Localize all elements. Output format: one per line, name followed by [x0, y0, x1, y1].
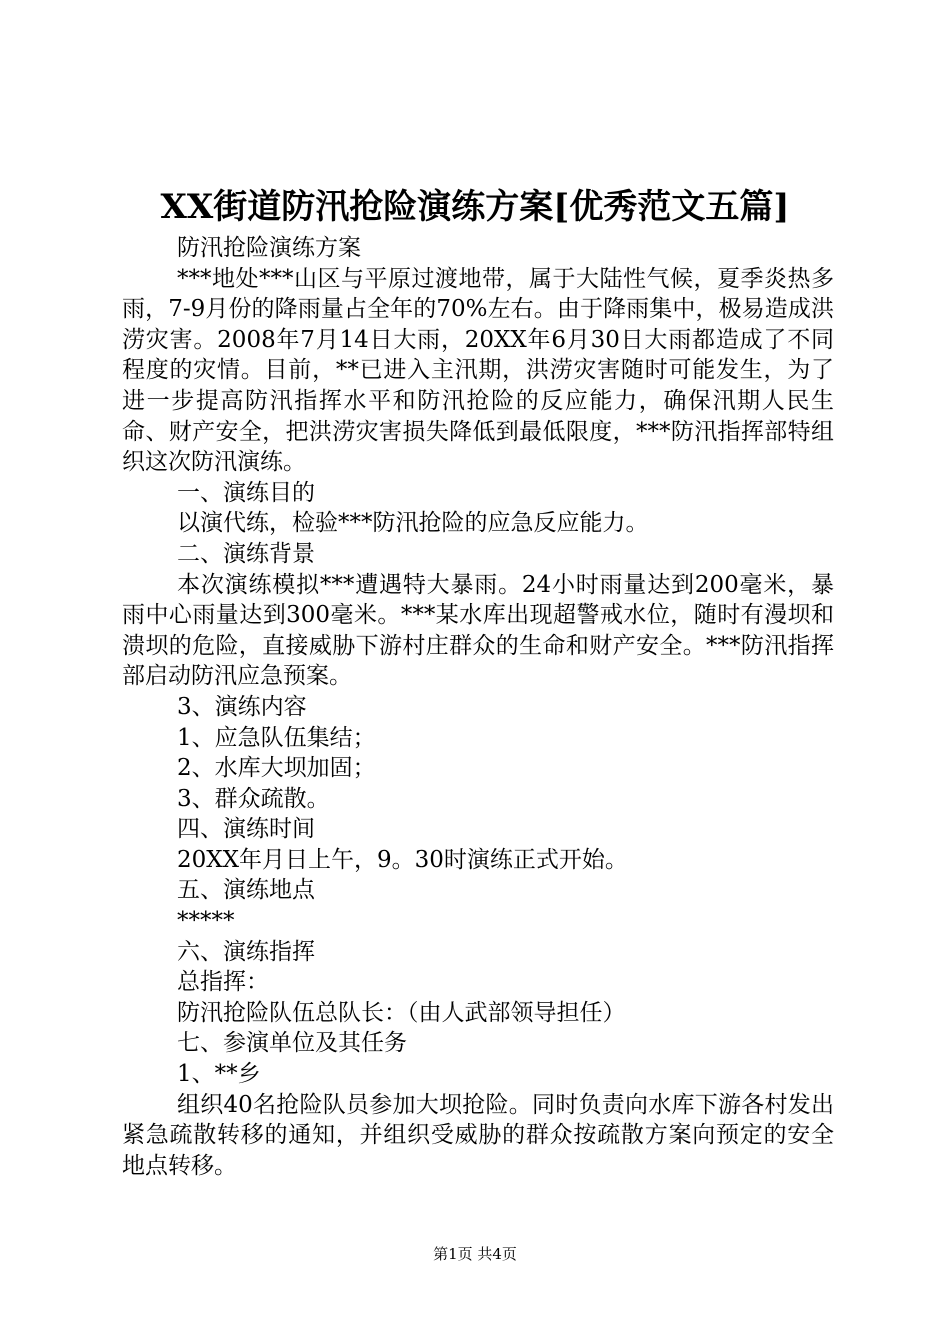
paragraph-intro: ***地处***山区与平原过渡地带，属于大陆性气候，夏季炎热多雨，7-9月份的降雨量占全年的70%左右。由于降雨集中，极易造成洪涝灾害。2008年7月14日大雨，20XX年6月30日大雨都造成了不同程度的灾情。目前，**已进入主汛期，洪涝灾害随时可能发生，为了进一步提高防汛指挥水平和防汛抢险的反应能力，确保汛期人民生命、财产安全，把洪涝灾害损失降低到最低限度，***防汛指挥部特组织这次防汛演练。 — [122, 265, 834, 476]
paragraph-unit-1: 1、**乡 — [177, 1061, 261, 1088]
paragraph-commander: 总指挥： — [177, 969, 269, 996]
paragraph-purpose: 以演代练，检验***防汛抢险的应急反应能力。 — [177, 510, 649, 537]
list-item-content-1: 1、应急队伍集结； — [177, 724, 376, 751]
paragraph-unit-1-task: 组织40名抢险队员参加大坝抢险。同时负责向水库下游各村发出紧急疏散转移的通知，并组织受威胁的群众按疏散方案向预定的安全地点转移。 — [122, 1091, 834, 1179]
section-heading-background: 二、演练背景 — [177, 540, 315, 567]
section-heading-command: 六、演练指挥 — [177, 938, 315, 965]
section-heading-units: 七、参演单位及其任务 — [177, 1030, 407, 1057]
section-heading-purpose: 一、演练目的 — [177, 479, 315, 506]
document-title: XX街道防汛抢险演练方案[优秀范文五篇] — [160, 187, 790, 227]
paragraph-time: 20XX年月日上午，9。30时演练正式开始。 — [177, 846, 628, 873]
list-item-content-2: 2、水库大坝加固； — [177, 755, 376, 782]
document-body — [122, 233, 834, 1181]
paragraph-team-leader: 防汛抢险队伍总队长：（由人武部领导担任） — [177, 999, 626, 1026]
section-heading-time: 四、演练时间 — [177, 816, 315, 843]
list-item-content-3: 3、群众疏散。 — [177, 785, 330, 812]
section-heading-content: 3、演练内容 — [177, 693, 307, 720]
paragraph-background: 本次演练模拟***遭遇特大暴雨。24小时雨量达到200毫米，暴雨中心雨量达到300毫米。***某水库出现超警戒水位，随时有漫坝和溃坝的危险，直接威胁下游村庄群众的生命和财产安全。***防汛指挥部启动防汛应急预案。 — [122, 571, 834, 690]
paragraph-location: ***** — [177, 908, 235, 935]
page-footer: 第1页 共4页 — [433, 1245, 517, 1263]
paragraph-subtitle: 防汛抢险演练方案 — [177, 235, 361, 261]
section-heading-location: 五、演练地点 — [177, 877, 315, 904]
